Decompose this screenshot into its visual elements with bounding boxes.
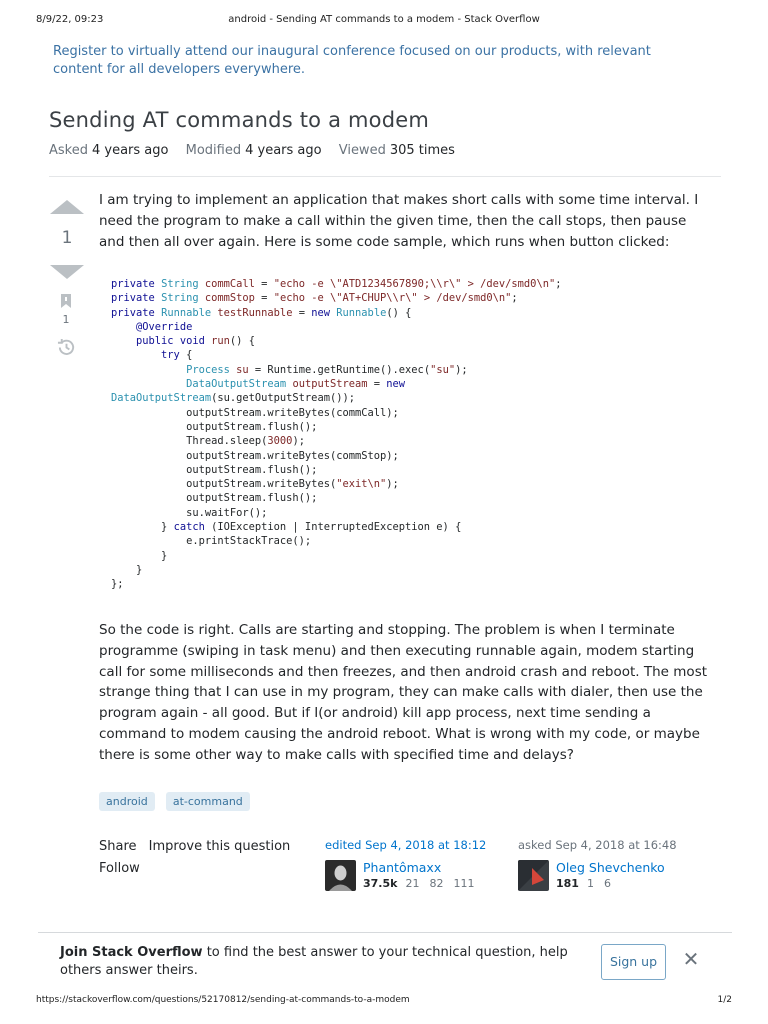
print-page-number: 1/2 [717, 995, 732, 1005]
modified-label: Modified [185, 143, 242, 158]
join-banner [38, 932, 732, 992]
question-body-intro: I am trying to implement an application that makes short calls with some time interval. I need the program to make a call within the given time, then the call stops, then pause and then all over again. Here is some code sample, which runs when button clicked: [99, 192, 699, 250]
conference-banner[interactable]: Register to virtually attend our inaugural conference focused on our products, with relevant content for all developers everywhere. [53, 44, 651, 77]
tag-list [99, 790, 256, 811]
sign-up-button[interactable]: Sign up [601, 944, 666, 980]
asker-reputation [556, 877, 621, 890]
print-header [36, 14, 732, 30]
editor-avatar[interactable] [325, 860, 356, 891]
divider [49, 176, 721, 177]
join-title: Join Stack Overflow [60, 945, 203, 960]
modified-value[interactable]: 4 years ago [245, 143, 322, 158]
close-icon[interactable]: ✕ [682, 947, 700, 971]
join-description: to find the best answer to your technical question, help others answer theirs. [60, 945, 568, 978]
editor-gold: 21 [405, 877, 420, 890]
editor-reputation [363, 877, 484, 890]
edited-signature [325, 838, 505, 892]
join-text [60, 944, 580, 980]
asker-bronze: 6 [603, 877, 611, 890]
share-link[interactable]: Share [99, 839, 137, 854]
asker-silver: 1 [586, 877, 594, 890]
edited-time[interactable]: edited Sep 4, 2018 at 18:12 [325, 838, 487, 852]
history-icon[interactable] [57, 338, 76, 357]
print-url: https://stackoverflow.com/questions/52170812/sending-at-commands-to-a-modem [36, 995, 410, 1005]
arrow-down-icon[interactable] [50, 265, 84, 279]
editor-name[interactable]: Phantômaxx [363, 860, 442, 875]
asked-time[interactable]: asked Sep 4, 2018 at 16:48 [518, 838, 677, 852]
editor-rep: 37.5k [363, 877, 398, 890]
bookmark-count: 1 [62, 313, 70, 326]
bookmark-icon[interactable] [60, 294, 72, 308]
follow-link[interactable]: Follow [99, 861, 140, 876]
improve-question-link[interactable]: Improve this question [148, 839, 291, 854]
viewed-value: 305 times [389, 143, 455, 158]
editor-silver: 82 [429, 877, 444, 890]
question-body-details: So the code is right. Calls are starting and stopping. The problem is when I terminate programme (swiping in task menu) and then executing runnable again, modem starting call for some milliseconds and then freezes, and then android crash and reboot. The most strange thing that I can use in my program, they can make calls with dialer, then use the program again - all good. But if I(or android) kill app process, next time sending a command to modem causing the android reboot. What is wrong with my code, or maybe there is some other way to make calls with specified time and delays? [99, 622, 708, 763]
asked-signature [518, 838, 718, 892]
tag-at-command[interactable]: at-command [166, 792, 250, 811]
asked-value: 4 years ago [91, 143, 169, 158]
editor-bronze: 111 [453, 877, 475, 890]
print-page-title: android - Sending AT commands to a modem - Stack Overflow [228, 14, 540, 25]
post-actions [99, 836, 298, 880]
question-meta [49, 143, 468, 158]
print-datetime: 8/9/22, 09:23 [36, 14, 104, 25]
question-title[interactable]: Sending AT commands to a modem [49, 108, 430, 132]
arrow-up-icon[interactable] [50, 200, 84, 214]
print-footer [36, 995, 732, 1009]
asker-rep: 181 [556, 877, 579, 890]
tag-android[interactable]: android [99, 792, 155, 811]
asked-label: Asked [49, 143, 88, 158]
asker-avatar[interactable] [518, 860, 549, 891]
viewed-label: Viewed [338, 143, 386, 158]
code-block: private String commCall = "echo -e \"ATD1234567890;\\r\" > /dev/smd0\n"; private String commStop = "echo -e \"AT+CHUP\\r\" > /dev/smd0\n"; private Runnable testRunnable = new Runnable() { @Override public void run() { try { Process su = Runtime.getRuntime().exec("su"); DataOutputStream outputStream = new DataOutputStream(su.getOutputStream()); outputStream.writeBytes(commCall); outputStream.flush(); Thread.sleep(3000); outputStream.writeBytes(commStop); outputStream.flush(); outputStream.writeBytes("exit\n"); outputStream.flush(); su.waitFor(); } catch (IOException | InterruptedException e) { e.printStackTrace(); } } }; [99, 269, 711, 601]
vote-count: 1 [61, 228, 73, 248]
asker-name[interactable]: Oleg Shevchenko [556, 860, 665, 875]
